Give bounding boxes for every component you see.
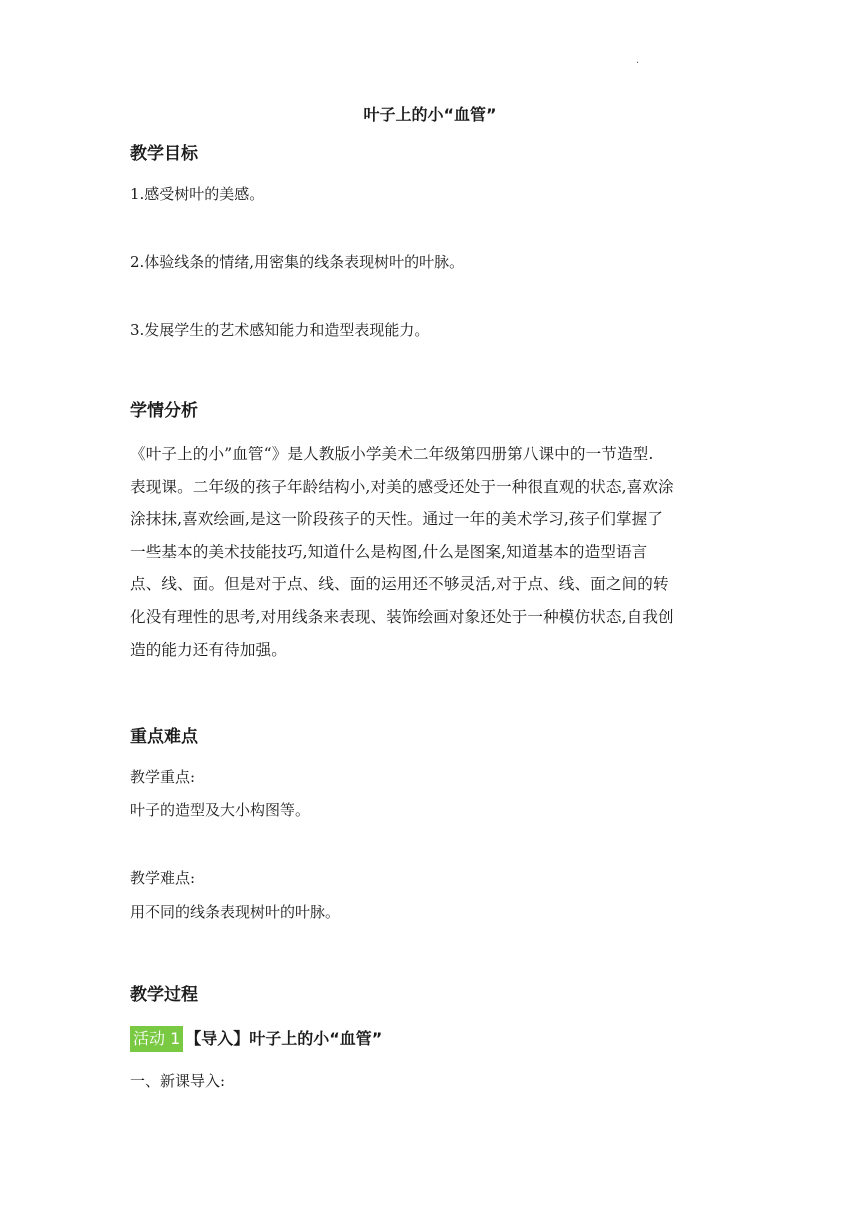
objective-item-1: 1.感受树叶的美感。: [130, 185, 265, 203]
analysis-line: 表现课。二年级的孩子年龄结构小,对美的感受还处于一种很直观的状态,喜欢涂: [130, 477, 674, 496]
analysis-line: 化没有理性的思考,对用线条来表现、装饰绘画对象还处于一种模仿状态,自我创: [130, 607, 674, 626]
corner-mark: ·: [636, 58, 640, 69]
focus-text: 叶子的造型及大小构图等。: [130, 801, 311, 819]
heading-process: 教学过程: [130, 985, 198, 1005]
analysis-line: 涂抹抹,喜欢绘画,是这一阶段孩子的天性。通过一年的美术学习,孩子们掌握了: [130, 510, 664, 529]
objective-item-2: 2.体验线条的情绪,用密集的线条表现树叶的叶脉。: [130, 253, 465, 271]
analysis-line: 点、线、面。但是对于点、线、面的运用还不够灵活,对于点、线、面之间的转: [130, 575, 669, 594]
heading-objectives: 教学目标: [130, 144, 198, 164]
analysis-line: 一些基本的美术技能技巧,知道什么是构图,什么是图案,知道基本的造型语言: [130, 542, 648, 561]
activity-1: [130, 1026, 382, 1052]
activity-tag: 活动 1: [130, 1026, 183, 1052]
difficulty-label: 教学难点:: [130, 869, 196, 887]
analysis-paragraph: [130, 438, 730, 666]
step-new-lesson-intro: 一、新课导入:: [130, 1072, 226, 1090]
analysis-line: 《叶子上的小”血管“》是人教版小学美术二年级第四册第八课中的一节造型.: [130, 445, 654, 463]
heading-key-points: 重点难点: [130, 727, 198, 747]
focus-label: 教学重点:: [130, 768, 196, 786]
analysis-line: 造的能力还有待加强。: [130, 640, 287, 659]
document-title: 叶子上的小“血管”: [363, 105, 497, 124]
activity-title: 【导入】叶子上的小“血管”: [185, 1029, 383, 1048]
objective-item-3: 3.发展学生的艺术感知能力和造型表现能力。: [130, 321, 430, 339]
difficulty-text: 用不同的线条表现树叶的叶脉。: [130, 903, 341, 921]
heading-analysis: 学情分析: [130, 401, 198, 421]
